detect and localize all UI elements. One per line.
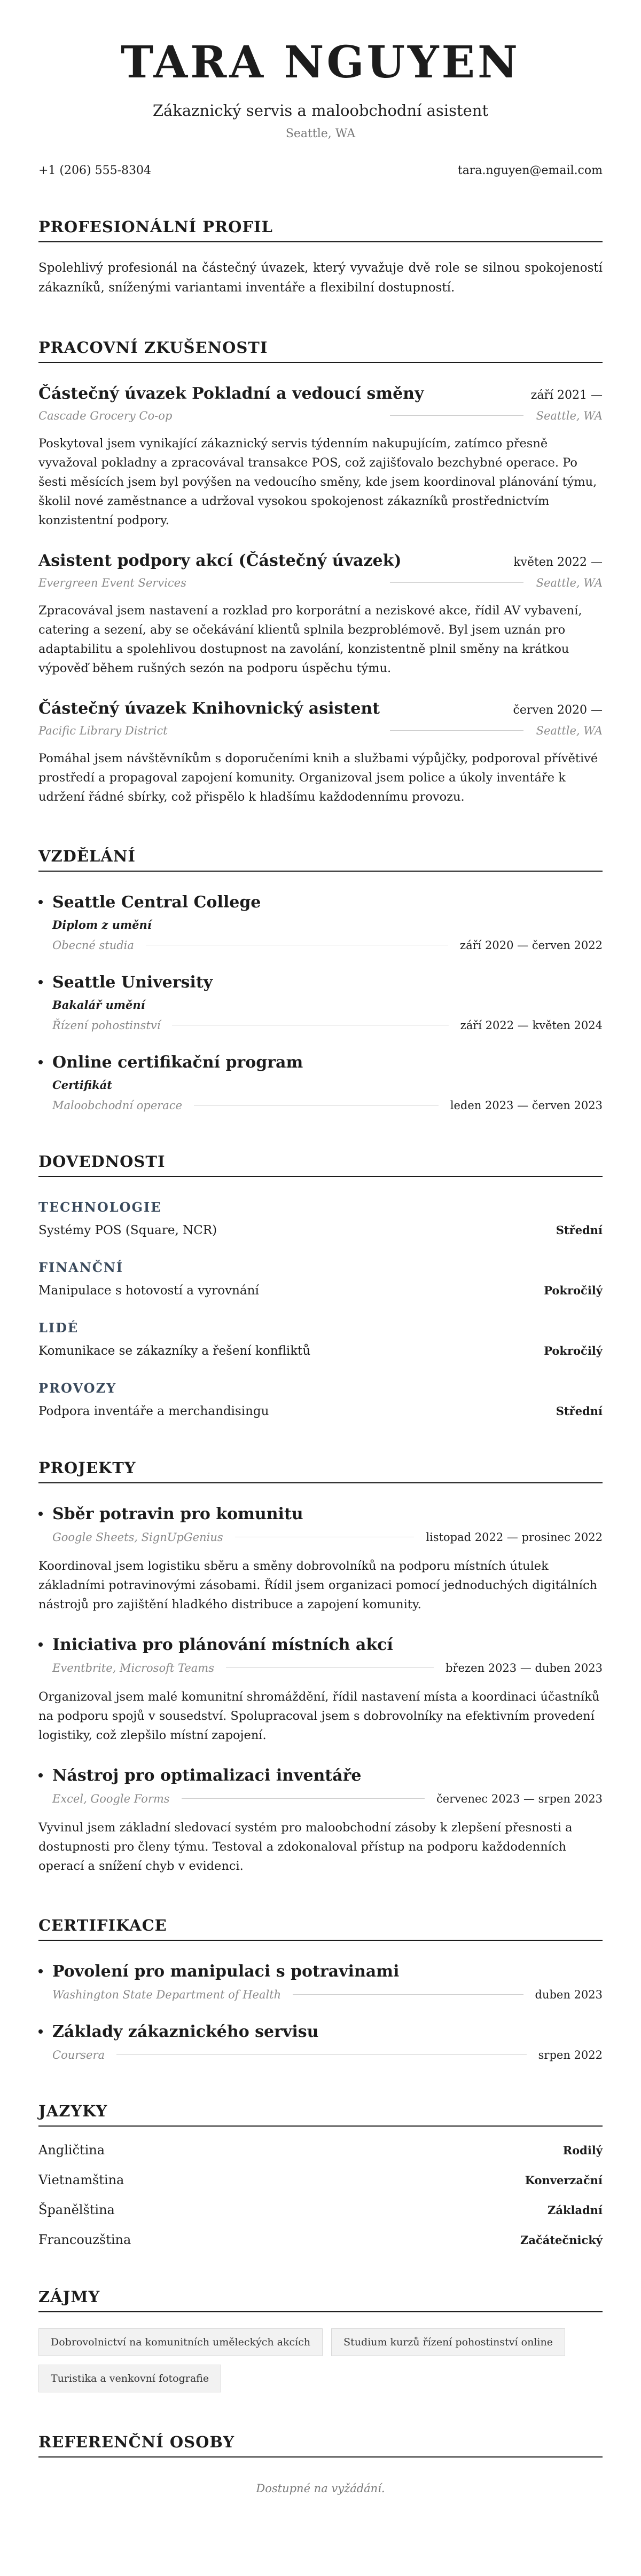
project-entry: [38, 1766, 603, 1876]
school-name: Online certifikační program: [52, 1053, 303, 1072]
field-of-study: Obecné studia: [52, 938, 134, 952]
divider: [390, 582, 523, 583]
language-name: Angličtina: [38, 2142, 105, 2158]
certification-date: srpen 2022: [538, 2048, 603, 2061]
skill-level: Střední: [556, 1223, 603, 1237]
profile-text: Spolehlivý profesionál na částečný úvazek, který vyvažuje dvě role se silnou spokojeností zákazníků, sníženými variantami inventáře a flexibilní dostupností.: [38, 261, 603, 295]
skill-category: PROVOZY: [38, 1380, 117, 1396]
candidate-location: Seattle, WA: [285, 127, 356, 141]
job-entry: [38, 699, 603, 807]
job-date: září 2021 —: [530, 388, 603, 402]
candidate-name: TARA NGUYEN: [121, 37, 520, 88]
skill-name: Systémy POS (Square, NCR): [38, 1223, 217, 1237]
section-title: ZÁJMY: [38, 2288, 603, 2312]
section-title: JAZYKY: [38, 2102, 603, 2127]
education-dates: září 2022 — květen 2024: [460, 1018, 603, 1032]
skill-category: FINANČNÍ: [38, 1259, 124, 1275]
certification-date: duben 2023: [535, 1988, 603, 2001]
interest-tag: Studium kurzů řízení pohostinství online: [331, 2328, 565, 2356]
project-tools: Excel, Google Forms: [52, 1792, 170, 1805]
certification-entry: [38, 2022, 603, 2061]
project-tools: Google Sheets, SignUpGenius: [52, 1530, 223, 1544]
bullet-icon: [38, 1969, 43, 1973]
field-of-study: Maloobchodní operace: [52, 1099, 183, 1112]
job-entry: [38, 384, 603, 530]
skill-level: Pokročilý: [544, 1344, 603, 1357]
skill-level: Pokročilý: [544, 1283, 603, 1297]
school-name: Seattle University: [52, 973, 213, 992]
language-name: Španělština: [38, 2202, 115, 2217]
language-name: Vietnamština: [38, 2172, 124, 2187]
skill-group: [38, 1380, 603, 1418]
skill-name: Komunikace se zákazníky a řešení konfliktů: [38, 1344, 311, 1358]
project-dates: listopad 2022 — prosinec 2022: [426, 1530, 603, 1544]
language-row: [38, 2232, 603, 2247]
interest-tags: [38, 2328, 603, 2392]
job-company: Cascade Grocery Co-op: [38, 409, 173, 422]
phone-link[interactable]: +1 (206) 555-8304: [38, 164, 151, 178]
project-description: Vyvinul jsem základní sledovací systém pro maloobchodní zásoby k zlepšení přesnosti a dostupnosti pro členy týmu. Testoval a zdokonaloval přístup na podporu každodenních operací a snížení chyb v evidenci.: [38, 1820, 573, 1873]
email-link[interactable]: tara.nguyen@email.com: [457, 164, 603, 178]
bullet-icon: [38, 1512, 43, 1516]
section-title: DOVEDNOSTI: [38, 1152, 603, 1177]
language-level: Konverzační: [525, 2173, 603, 2187]
resume-header: [38, 38, 603, 140]
skill-group: [38, 1320, 603, 1358]
bullet-icon: [38, 1642, 43, 1647]
candidate-headline: Zákaznický servis a maloobchodní asistent: [152, 101, 489, 120]
divider: [390, 730, 523, 731]
skill-group: [38, 1199, 603, 1237]
language-level: Rodilý: [562, 2143, 603, 2157]
job-title: Asistent podpory akcí (Částečný úvazek): [38, 551, 402, 570]
bullet-icon: [38, 980, 43, 984]
degree: Diplom z umění: [52, 918, 152, 931]
field-of-study: Řízení pohostinství: [52, 1018, 161, 1032]
references-section: [38, 2433, 603, 2495]
job-company: Evergreen Event Services: [38, 576, 186, 589]
degree: Bakalář umění: [52, 998, 145, 1012]
job-title: Částečný úvazek Pokladní a vedoucí směny: [38, 384, 424, 403]
certification-name: Základy zákaznického servisu: [52, 2022, 319, 2041]
language-level: Začátečnický: [520, 2233, 603, 2247]
project-description: Organizoval jsem malé komunitní shromáždění, řídil nastavení místa a koordinaci účastníků na podporu spojů v sousedství. Spolupracoval jsem s dobrovolníky na efektivním provedení logistiky, což zlepšilo místní zapojení.: [38, 1689, 600, 1742]
certification-entry: [38, 1962, 603, 2001]
section-title: PRACOVNÍ ZKUŠENOSTI: [38, 338, 603, 363]
project-entry: [38, 1635, 603, 1745]
skill-group: [38, 1260, 603, 1298]
language-row: [38, 2172, 603, 2187]
experience-section: [38, 338, 603, 807]
job-location: Seattle, WA: [536, 724, 603, 737]
languages-section: [38, 2102, 603, 2247]
projects-section: [38, 1459, 603, 1876]
skills-section: [38, 1152, 603, 1418]
section-title: CERTIFIKACE: [38, 1916, 603, 1941]
project-name: Sběr potravin pro komunitu: [52, 1504, 303, 1523]
certifications-section: [38, 1916, 603, 2061]
education-entry: [38, 973, 603, 1032]
interest-tag: Dobrovolnictví na komunitních uměleckých akcích: [38, 2328, 323, 2356]
certification-issuer: Washington State Department of Health: [52, 1988, 282, 2001]
job-description: Pomáhal jsem návštěvníkům s doporučeními knih a službami výpůjčky, podporoval přívětivé prostředí a propagoval zapojení komunity. Organizoval jsem police a úkoly inventáře k udržení řádné sbírky, což přispělo k hladšímu každodennímu provozu.: [38, 751, 598, 804]
job-description: Zpracovával jsem nastavení a rozklad pro korporátní a neziskové akce, řídil AV vybavení, catering a sezení, aby se očekávání klientů splnila bezproblémově. Byl jsem uznán pro adaptabilitu a spolehlivou dostupnost na zavolání, konzistentně plnil směny na krátkou výpověď během rušných sezón na podporu úspěchu týmu.: [38, 603, 582, 675]
references-note: Dostupné na vyžádání.: [256, 2482, 385, 2495]
education-section: [38, 847, 603, 1112]
language-level: Základní: [547, 2203, 603, 2217]
interests-section: [38, 2288, 603, 2392]
job-date: červen 2020 —: [513, 703, 603, 717]
skill-name: Podpora inventáře a merchandisingu: [38, 1404, 269, 1418]
project-dates: březen 2023 — duben 2023: [445, 1661, 603, 1674]
job-date: květen 2022 —: [513, 555, 603, 569]
skill-level: Střední: [556, 1404, 603, 1418]
job-title: Částečný úvazek Knihovnický asistent: [38, 699, 380, 718]
bullet-icon: [38, 1773, 43, 1777]
education-entry: [38, 893, 603, 952]
divider: [182, 1798, 425, 1799]
interest-tag: Turistika a venkovní fotografie: [38, 2365, 221, 2392]
project-dates: červenec 2023 — srpen 2023: [436, 1792, 603, 1805]
job-entry: [38, 551, 603, 678]
language-row: [38, 2143, 603, 2158]
degree: Certifikát: [52, 1078, 112, 1092]
skill-category: LIDÉ: [38, 1319, 79, 1336]
project-tools: Eventbrite, Microsoft Teams: [52, 1661, 214, 1674]
bullet-icon: [38, 1060, 43, 1064]
education-dates: září 2020 — červen 2022: [460, 938, 603, 952]
project-entry: [38, 1505, 603, 1614]
divider: [293, 1994, 523, 1995]
divider: [390, 415, 523, 416]
skill-category: TECHNOLOGIE: [38, 1199, 162, 1215]
certification-issuer: Coursera: [52, 2048, 105, 2061]
language-name: Francouzština: [38, 2232, 131, 2247]
language-row: [38, 2202, 603, 2217]
project-description: Koordinoval jsem logistiku sběru a směny dobrovolníků na podporu místních útulek základními potravinovými zásobami. Řídil jsem organizaci pomocí jednoduchých digitálních nástrojů pro zajištění hladkého distribuce a zapojení komunity.: [38, 1559, 598, 1611]
job-location: Seattle, WA: [536, 409, 603, 422]
section-title: REFERENČNÍ OSOBY: [38, 2433, 603, 2458]
project-name: Iniciativa pro plánování místních akcí: [52, 1635, 393, 1654]
project-name: Nástroj pro optimalizaci inventáře: [52, 1766, 362, 1785]
profile-section: [38, 218, 603, 298]
section-title: PROJEKTY: [38, 1459, 603, 1483]
job-description: Poskytoval jsem vynikající zákaznický servis týdenním nakupujícím, zatímco přesně vyvažoval pokladny a zpracovával transakce POS, což zajišťovalo bezchybné operace. Po šesti měsících jsem byl povýšen na vedoucího směny, kde jsem koordinoval plánování týmu, školil nové zaměstnance a udržoval vysokou spokojenost zákazníků prostřednictvím konzistentní podpory.: [38, 436, 597, 527]
bullet-icon: [38, 900, 43, 904]
certification-name: Povolení pro manipulaci s potravinami: [52, 1962, 400, 1981]
education-dates: leden 2023 — červen 2023: [450, 1099, 603, 1112]
school-name: Seattle Central College: [52, 892, 261, 912]
section-title: PROFESIONÁLNÍ PROFIL: [38, 218, 603, 242]
education-entry: [38, 1053, 603, 1112]
bullet-icon: [38, 2029, 43, 2034]
skill-name: Manipulace s hotovostí a vyrovnání: [38, 1283, 259, 1298]
section-title: VZDĚLÁNÍ: [38, 847, 603, 872]
job-company: Pacific Library District: [38, 724, 168, 737]
contact-row: [38, 164, 603, 177]
job-location: Seattle, WA: [536, 576, 603, 589]
